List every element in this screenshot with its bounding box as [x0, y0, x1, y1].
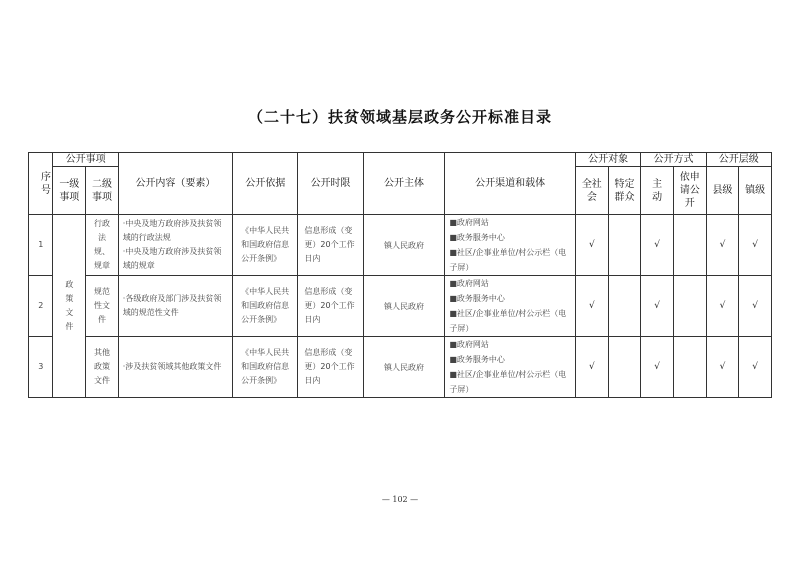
header-county: 县级: [706, 167, 739, 215]
header-town: 镇级: [739, 167, 772, 215]
header-active: 主动: [641, 167, 674, 215]
row-channels: ■政府网站 ■政务服务中心 ■社区/企事业单位/村公示栏（电子屏）: [445, 337, 576, 398]
row-town: √: [739, 276, 772, 337]
level1-item: 政策文件: [53, 215, 86, 398]
row-subject: 镇人民政府: [363, 337, 445, 398]
row-active: √: [641, 215, 674, 276]
row-county: √: [706, 276, 739, 337]
row-on-request: [673, 337, 706, 398]
row-society: √: [575, 337, 608, 398]
document-title: （二十七）扶贫领域基层政务公开标准目录: [247, 108, 552, 126]
row-specific: [608, 337, 641, 398]
row-level2: 其他政策文件: [86, 337, 119, 398]
table-row: [29, 337, 772, 398]
row-level2: 规范性文件: [86, 276, 119, 337]
header-items-group: 公开事项: [53, 153, 118, 167]
row-content: ·涉及扶贫领域其他政策文件: [118, 337, 232, 398]
header-channels: 公开渠道和载体: [445, 153, 576, 215]
header-subject: 公开主体: [363, 153, 445, 215]
header-basis: 公开依据: [233, 153, 298, 215]
row-town: √: [739, 215, 772, 276]
row-county: √: [706, 215, 739, 276]
header-society: 全社会: [575, 167, 608, 215]
header-on-request: 依申请公开: [673, 167, 706, 215]
table-row: [29, 276, 772, 337]
header-mode-group: 公开方式: [641, 153, 706, 167]
page-number: — 102 —: [381, 495, 419, 504]
row-time-limit: 信息形成（变更）20个工作日内: [298, 215, 363, 276]
header-time-limit: 公开时限: [298, 153, 363, 215]
row-on-request: [673, 276, 706, 337]
row-on-request: [673, 215, 706, 276]
row-channels: ■政府网站 ■政务服务中心 ■社区/企事业单位/村公示栏（电子屏）: [445, 215, 576, 276]
row-society: √: [575, 215, 608, 276]
row-active: √: [641, 337, 674, 398]
header-level1: 一级事项: [53, 167, 86, 215]
catalog-table: [28, 152, 772, 398]
row-subject: 镇人民政府: [363, 215, 445, 276]
row-basis: 《中华人民共和国政府信息公开条例》: [233, 337, 298, 398]
row-town: √: [739, 337, 772, 398]
header-target-group: 公开对象: [575, 153, 640, 167]
row-county: √: [706, 337, 739, 398]
row-seq: 3: [29, 337, 53, 398]
row-content: ·各级政府及部门涉及扶贫领域的规范性文件: [118, 276, 232, 337]
row-specific: [608, 276, 641, 337]
row-active: √: [641, 276, 674, 337]
row-basis: 《中华人民共和国政府信息公开条例》: [233, 276, 298, 337]
row-level2: 行政法规、规章: [86, 215, 119, 276]
header-level-group: 公开层级: [706, 153, 771, 167]
row-basis: 《中华人民共和国政府信息公开条例》: [233, 215, 298, 276]
header-level2: 二级事项: [86, 167, 119, 215]
row-society: √: [575, 276, 608, 337]
table-row: [29, 215, 772, 276]
row-seq: 1: [29, 215, 53, 276]
row-content: ·中央及地方政府涉及扶贫领域的行政法规 ·中央及地方政府涉及扶贫领域的规章: [118, 215, 232, 276]
row-seq: 2: [29, 276, 53, 337]
row-time-limit: 信息形成（变更）20个工作日内: [298, 337, 363, 398]
header-content: 公开内容（要素）: [118, 153, 232, 215]
row-specific: [608, 215, 641, 276]
header-specific: 特定群众: [608, 167, 641, 215]
row-time-limit: 信息形成（变更）20个工作日内: [298, 276, 363, 337]
header-seq: 序号: [29, 153, 53, 215]
row-channels: ■政府网站 ■政务服务中心 ■社区/企事业单位/村公示栏（电子屏）: [445, 276, 576, 337]
row-subject: 镇人民政府: [363, 276, 445, 337]
